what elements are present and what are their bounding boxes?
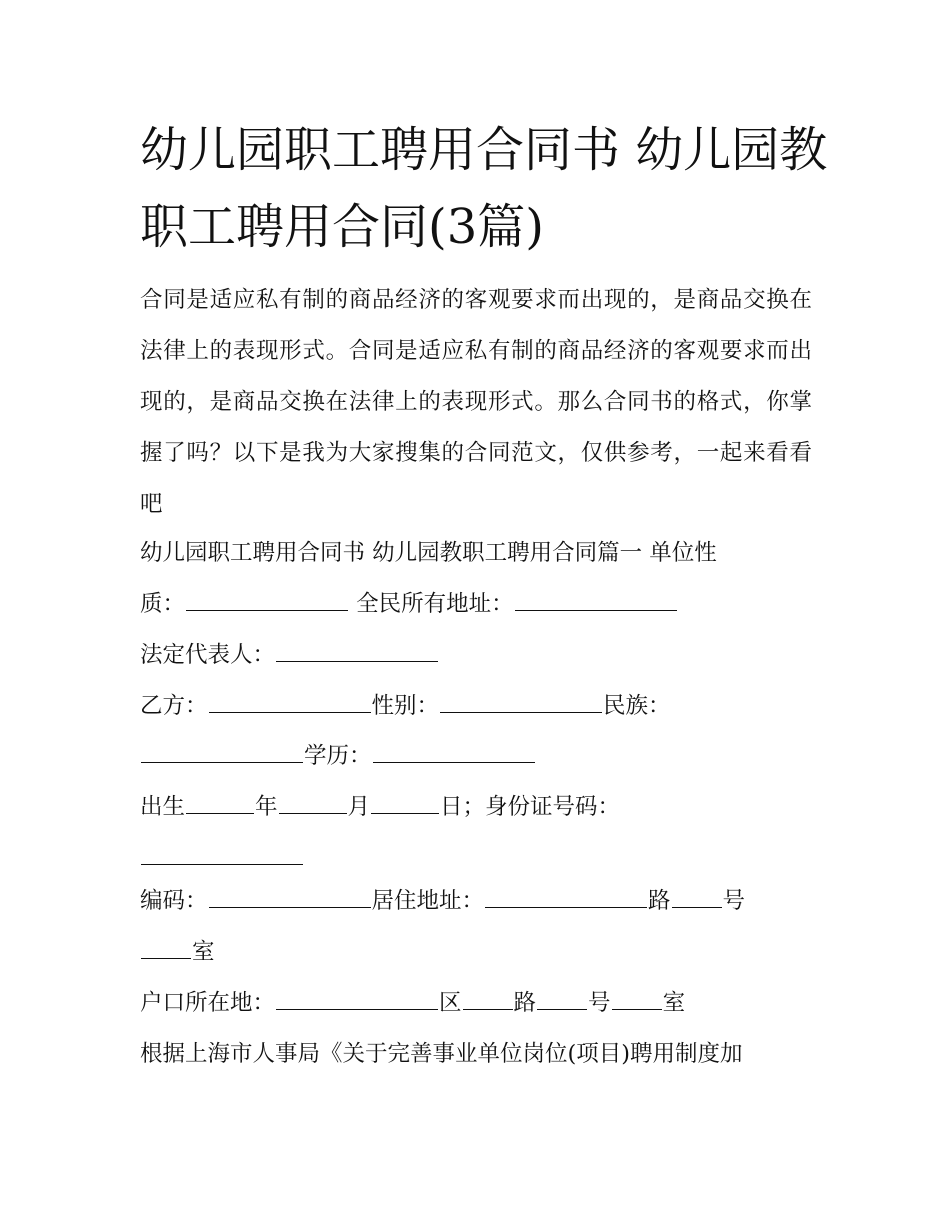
field-label-day-id: 日；身份证号码： — [440, 794, 621, 820]
field-label-hukou: 户口所在地： — [140, 990, 276, 1016]
blank-birth-year[interactable] — [186, 795, 254, 814]
form-line-legal-rep — [140, 630, 439, 681]
form-line-education — [140, 731, 536, 782]
form-line-code-residence — [140, 876, 745, 927]
blank-party-b[interactable] — [209, 694, 371, 713]
intro-paragraph: 合同是适应私有制的商品经济的客观要求而出现的，是商品交换在法律上的表现形式。合同是适应私有制的商品经济的客观要求而出现的，是商品交换在法律上的表现形式。那么合同书的格式，你掌握了吗？以下是我为大家搜集的合同范文，仅供参考，一起来看看吧 — [140, 287, 812, 517]
field-label-road: 路 — [648, 888, 671, 914]
field-label-ownership-address: 全民所有地址： — [349, 591, 514, 617]
field-label-education: 学历： — [304, 743, 372, 769]
field-label-room: 室 — [192, 939, 215, 965]
field-label-month: 月 — [347, 794, 371, 820]
blank-birth-day[interactable] — [371, 795, 439, 814]
field-label-nature: 质： — [140, 591, 186, 617]
blank-residence[interactable] — [485, 889, 647, 908]
blank-unit-nature[interactable] — [186, 592, 348, 611]
form-line-party-b — [140, 681, 671, 732]
field-label-hukou-number: 号 — [588, 990, 611, 1016]
blank-code[interactable] — [209, 889, 371, 908]
blank-hukou-road[interactable] — [463, 991, 513, 1010]
field-label-residence: 居住地址： — [371, 888, 485, 914]
document-title: 幼儿园职工聘用合同书 幼儿园教职工聘用合同(3篇) — [140, 122, 828, 255]
blank-hukou-room[interactable] — [612, 991, 662, 1010]
field-label-ethnicity: 民族： — [603, 693, 671, 719]
blank-legal-rep[interactable] — [276, 643, 438, 662]
field-label-hukou-room: 室 — [662, 990, 686, 1016]
form-line-unit-nature — [140, 579, 678, 630]
field-label-party-b: 乙方： — [140, 693, 208, 719]
blank-hukou[interactable] — [276, 991, 438, 1010]
blank-gender[interactable] — [440, 694, 602, 713]
field-label-hukou-road: 路 — [513, 990, 537, 1016]
field-label-district: 区 — [439, 990, 462, 1016]
blank-id-number[interactable] — [141, 846, 303, 865]
blank-ethnicity[interactable] — [141, 744, 303, 763]
closing-line: 根据上海市人事局《关于完善事业单位岗位(项目)聘用制度加 — [140, 1041, 743, 1067]
blank-address[interactable] — [515, 592, 677, 611]
blank-hukou-number[interactable] — [537, 991, 587, 1010]
field-label-gender: 性别： — [371, 693, 440, 719]
field-label-number: 号 — [722, 888, 746, 914]
field-label-born: 出生 — [140, 794, 186, 820]
blank-residence-number[interactable] — [672, 889, 722, 908]
section-heading: 幼儿园职工聘用合同书 幼儿园教职工聘用合同篇一 单位性 — [140, 540, 717, 566]
field-label-year: 年 — [255, 794, 278, 820]
blank-birth-month[interactable] — [279, 795, 347, 814]
field-label-legal-rep: 法定代表人： — [140, 642, 276, 668]
form-line-room — [140, 927, 215, 978]
form-line-birth — [140, 782, 620, 833]
form-line-hukou — [140, 978, 685, 1029]
blank-education[interactable] — [373, 744, 535, 763]
blank-room[interactable] — [141, 940, 191, 959]
field-label-code: 编码： — [140, 888, 208, 914]
